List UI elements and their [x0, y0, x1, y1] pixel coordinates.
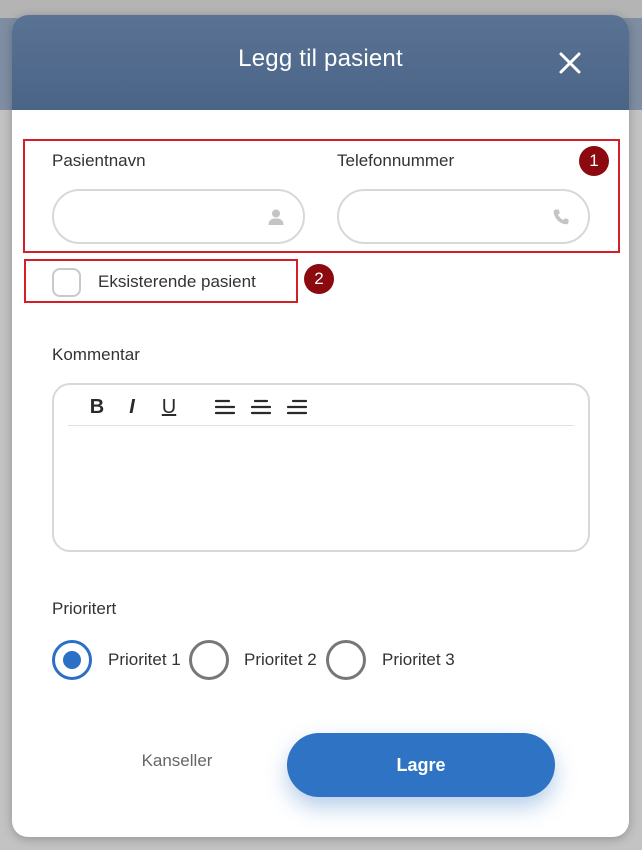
align-center-icon: [251, 398, 271, 416]
phone-icon: [552, 208, 570, 226]
close-icon: [558, 51, 582, 75]
align-right-icon: [287, 398, 307, 416]
priority-3-label[interactable]: Prioritet 3: [382, 650, 455, 669]
align-center-button[interactable]: [248, 395, 274, 419]
dialog-title: Legg til pasient: [238, 45, 403, 72]
italic-button[interactable]: I: [129, 395, 135, 418]
underline-button[interactable]: U: [161, 395, 177, 418]
close-button[interactable]: [558, 51, 582, 75]
priority-1-radio[interactable]: [52, 640, 92, 680]
annotation-badge-2: 2: [304, 264, 334, 294]
annotation-badge-1: 1: [579, 146, 609, 176]
existing-patient-checkbox[interactable]: [52, 268, 81, 297]
existing-patient-label[interactable]: Eksisterende pasient: [98, 272, 256, 291]
phone-input[interactable]: [357, 191, 540, 244]
priority-1-label[interactable]: Prioritet 1: [108, 650, 181, 669]
priority-2-radio[interactable]: [189, 640, 229, 680]
save-button[interactable]: Lagre: [287, 733, 555, 797]
phone-label: Telefonnummer: [337, 151, 455, 170]
priority-label: Prioritert: [52, 599, 117, 618]
patient-name-input[interactable]: [72, 191, 255, 244]
add-patient-dialog: [12, 15, 629, 837]
bold-button[interactable]: B: [89, 395, 105, 418]
comment-label: Kommentar: [52, 345, 140, 364]
cancel-button[interactable]: Kanseller: [141, 751, 213, 770]
align-left-button[interactable]: [212, 395, 238, 419]
priority-3-radio[interactable]: [326, 640, 366, 680]
phone-field[interactable]: [337, 189, 590, 244]
comment-editor[interactable]: [52, 383, 590, 552]
align-right-button[interactable]: [284, 395, 310, 419]
priority-2-label[interactable]: Prioritet 2: [244, 650, 317, 669]
user-icon: [267, 208, 285, 226]
patient-name-label: Pasientnavn: [52, 151, 146, 170]
align-left-icon: [215, 398, 235, 416]
patient-name-field[interactable]: [52, 189, 305, 244]
toolbar-divider: [68, 425, 574, 426]
dialog-header: [12, 15, 629, 110]
